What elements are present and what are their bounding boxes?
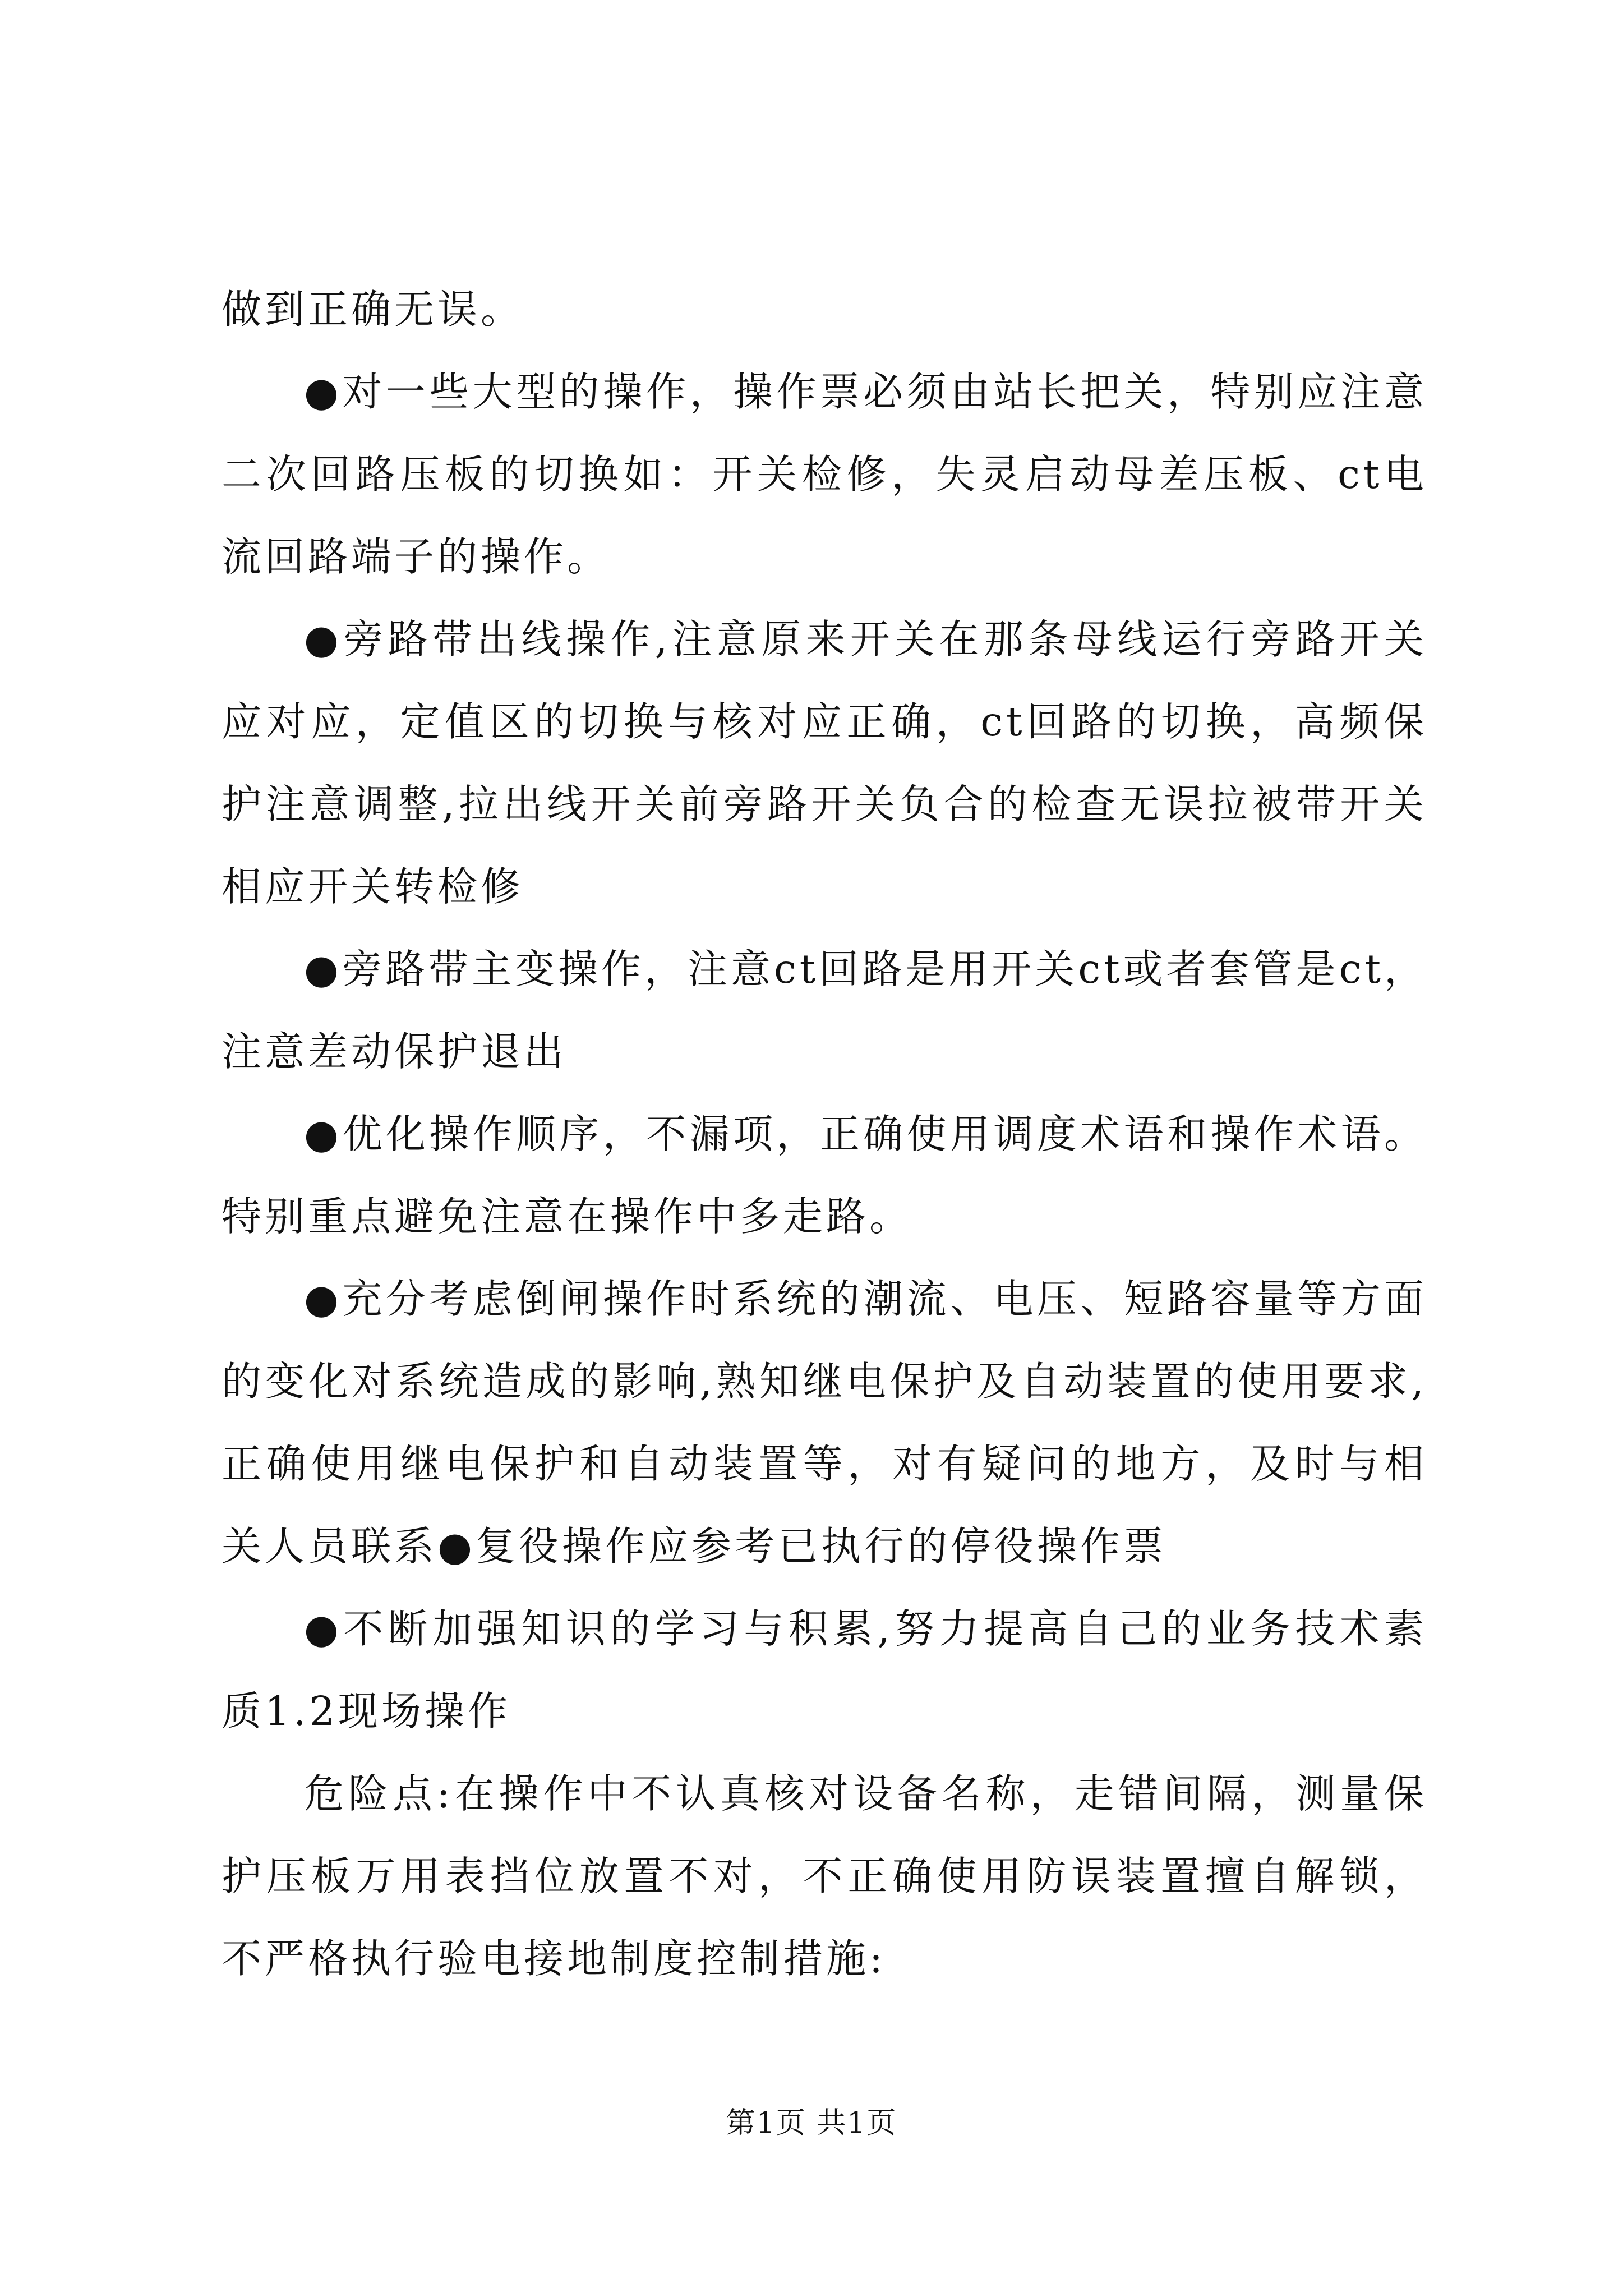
document-body	[222, 268, 1427, 2000]
paragraph-1: 做到正确无误。	[222, 286, 524, 333]
paragraph-2: ●对一些大型的操作，操作票必须由站长把关，特别应注意二次回路压板的切换如：开关检修，失灵启动母差压板、ct电流回路端子的操作。	[222, 369, 1427, 580]
paragraph-5: ●优化操作顺序，不漏项，正确使用调度术语和操作术语。特别重点避免注意在操作中多走路。	[222, 1111, 1427, 1240]
paragraph-8: 危险点:在操作中不认真核对设备名称，走错间隔，测量保护压板万用表挡位放置不对，不正确使用防误装置擅自解锁，不严格执行验电接地制度控制措施:	[222, 1770, 1427, 1982]
page-footer: 第1页 共1页	[726, 2106, 897, 2140]
paragraph-4: ●旁路带主变操作，注意ct回路是用开关ct或者套管是ct，注意差动保护退出	[222, 946, 1427, 1075]
paragraph-3: ●旁路带出线操作,注意原来开关在那条母线运行旁路开关应对应，定值区的切换与核对应正确，ct回路的切换，高频保护注意调整,拉出线开关前旁路开关负合的检查无误拉被带开关相应开关转检修	[222, 616, 1427, 910]
paragraph-6: ●充分考虑倒闸操作时系统的潮流、电压、短路容量等方面的变化对系统造成的影响,熟知继电保护及自动装置的使用要求,正确使用继电保护和自动装置等，对有疑问的地方，及时与相关人员联系●复役操作应参考已执行的停役操作票	[222, 1276, 1427, 1570]
paragraph-7: ●不断加强知识的学习与积累,努力提高自己的业务技术素质1.2现场操作	[222, 1605, 1427, 1734]
